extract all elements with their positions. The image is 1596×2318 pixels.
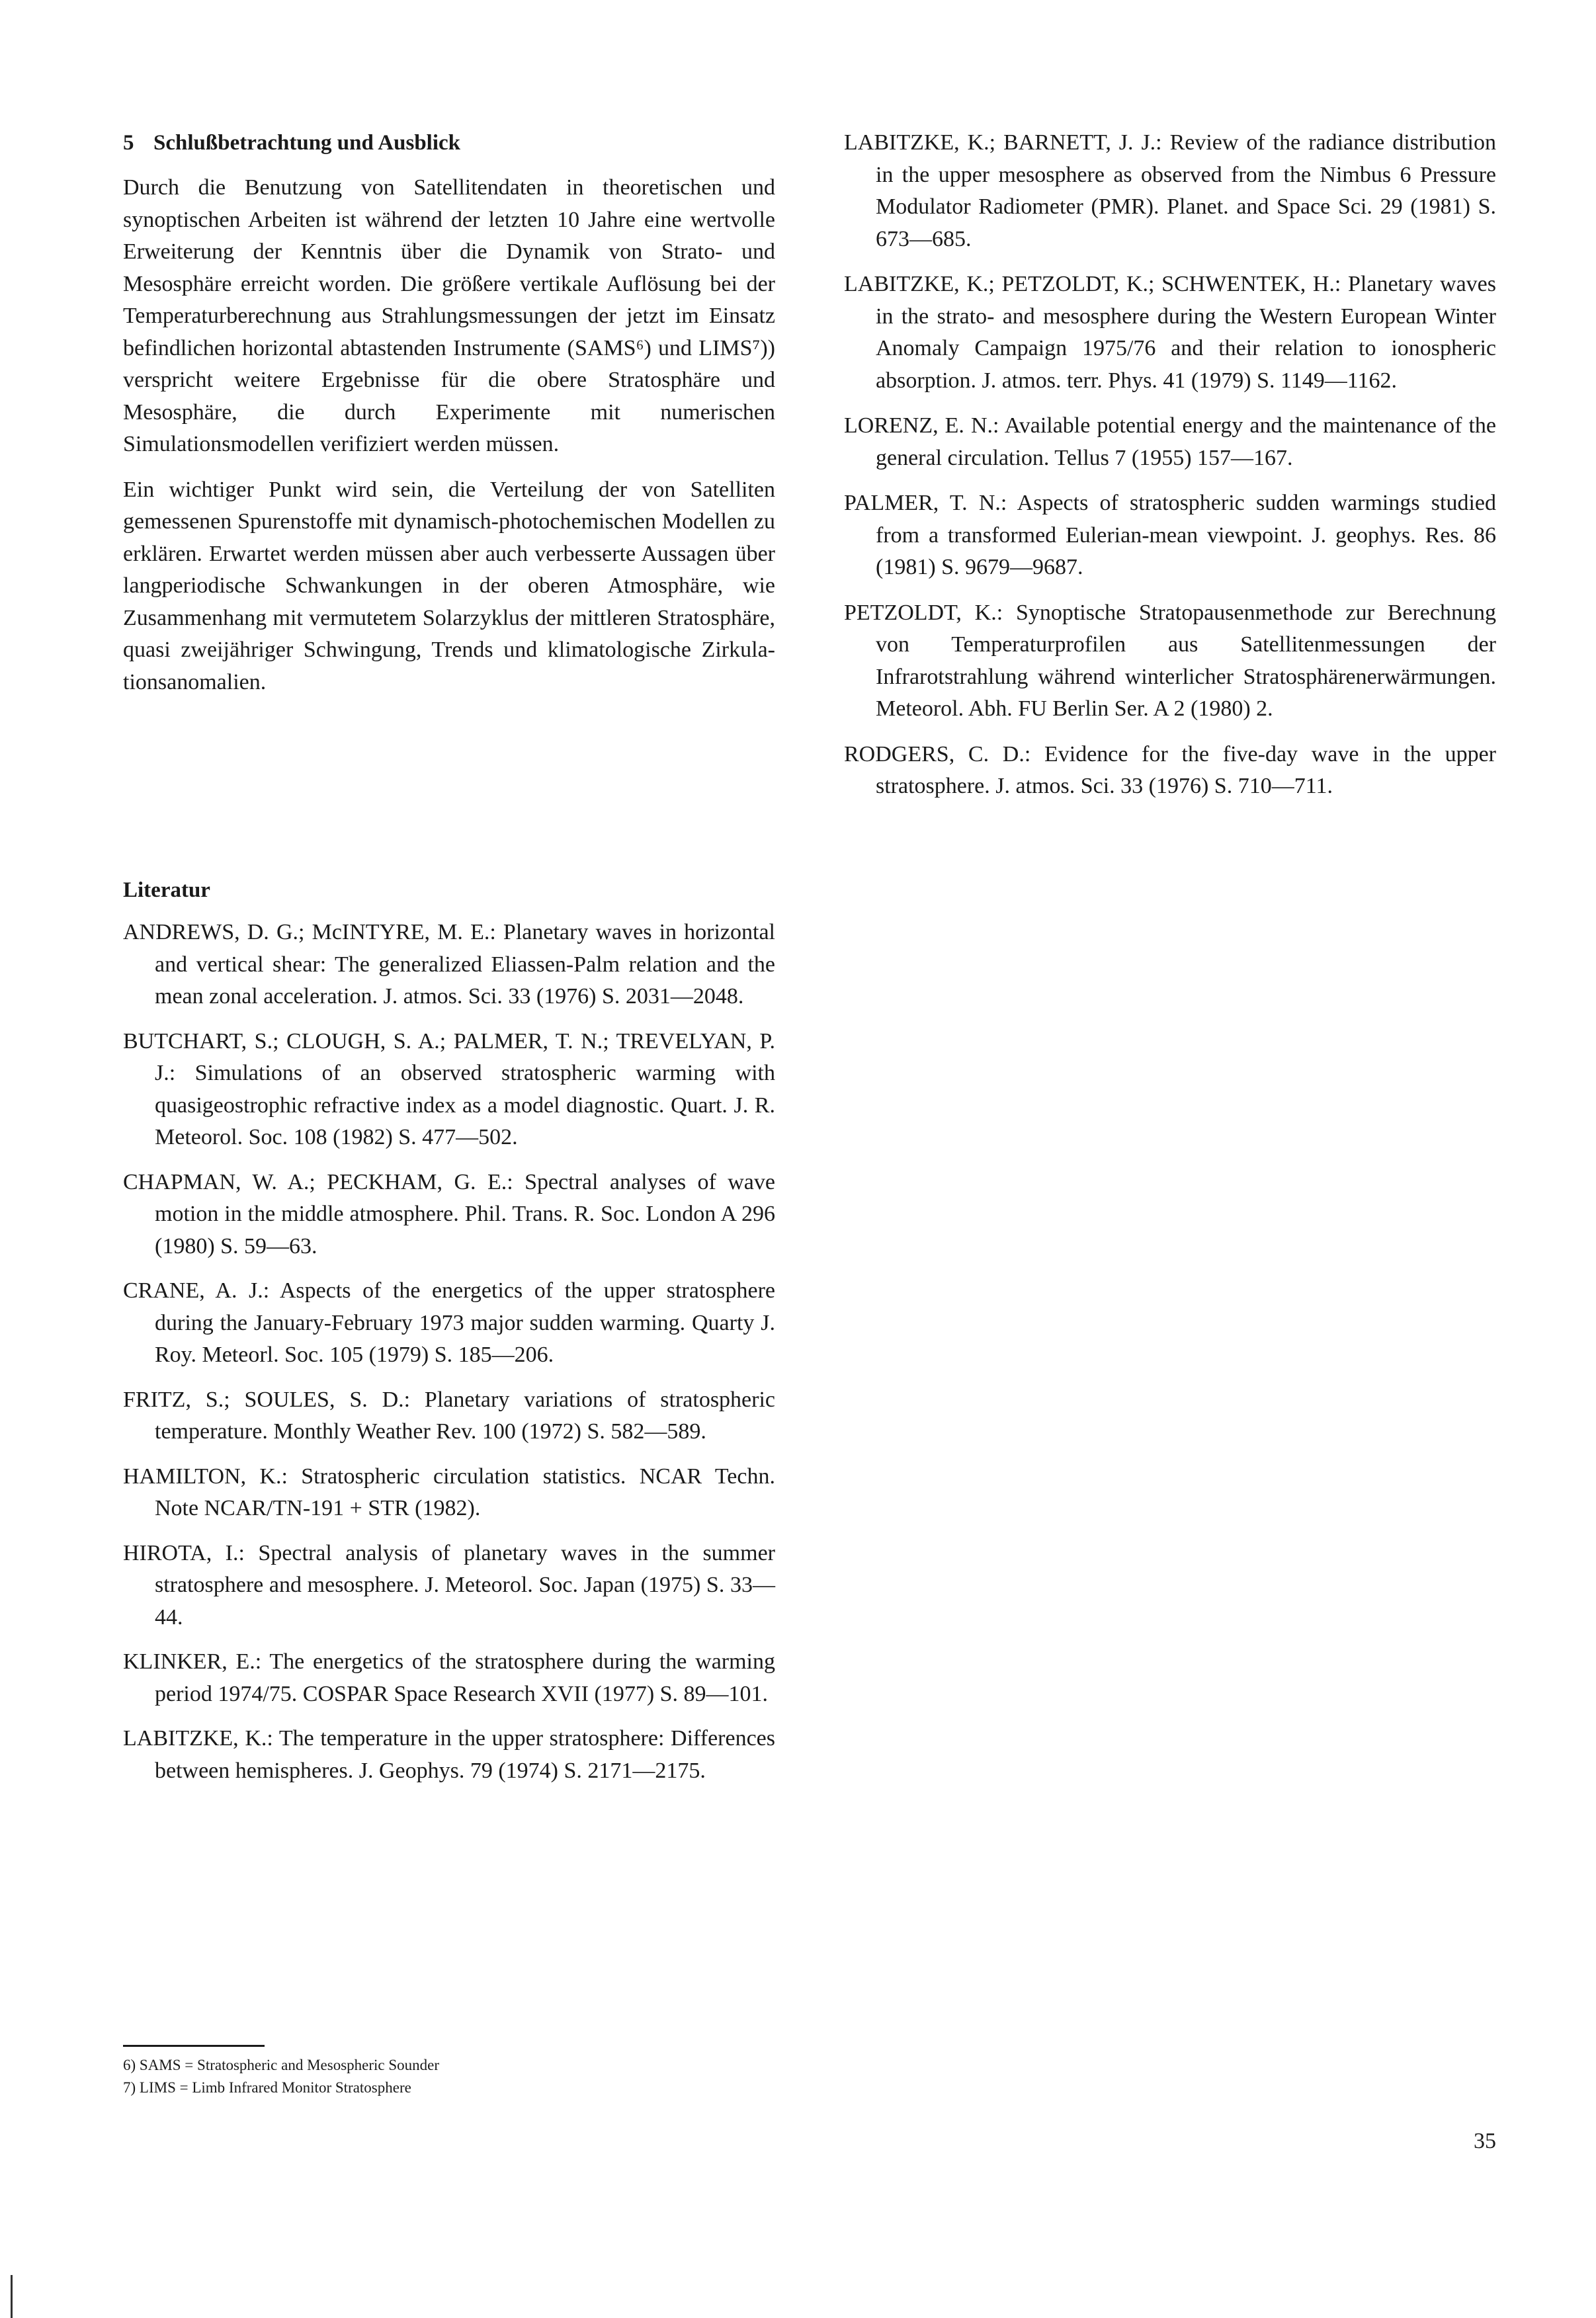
reference-entry: RODGERS, C. D.: Evidence for the five-day wave in the upper stratosphere. J. atmos. Sci. 33 (1976) S. 710—711. [844,741,1496,798]
left-column [123,127,775,712]
body-paragraph: Ein wichtiger Punkt wird sein, die Verteilung der von Satelliten gemessenen Spurenstoffe mit dynamisch-photochemischen Modellen zu erklären. Erwartet werden müssen aber auch verbesserte Aussagen über langperiodische Schwankungen in der oberen Atmosphäre, wie Zusammenhang mit vermutetem Solarzyklus der mittleren Stratosphäre, quasi zweijähriger Schwingung, Trends und klimatologische Zirkulationsanomalien. [123,477,775,694]
reference-entry: HIROTA, I.: Spectral analysis of planetary waves in the summer stratosphere and mesosphere. J. Meteorol. Soc. Japan (1975) S. 33—44. [123,1540,775,1630]
reference-entry: CRANE, A. J.: Aspects of the energetics of the upper stratosphere during the January-February 1973 major sudden warming. Quarty J. Roy. Meteorl. Soc. 105 (1979) S. 185—206. [123,1278,775,1367]
reference-entry: LABITZKE, K.; PETZOLDT, K.; SCHWENTEK, H.: Planetary waves in the strato- and mesosphere during the Western European Winter Anomaly Campaign 1975/76 and their relation to ionospheric absorption. J. atmos. terr. Phys. 41 (1979) S. 1149—1162. [844,272,1496,393]
reference-entry: BUTCHART, S.; CLOUGH, S. A.; PALMER, T. N.; TREVELYAN, P. J.: Simulations of an observed stratospheric warming with quasigeostrophic refractive index as a model diagnostic. Quart. J. R. Meteorol. Soc. 108 (1982) S. 477—502. [123,1028,775,1149]
footnote: 7) LIMS = Limb Infrared Monitor Stratosphere [123,2079,411,2096]
footnote: 6) SAMS = Stratospheric and Mesospheric Sounder [123,2057,440,2073]
reference-entry: FRITZ, S.; SOULES, S. D.: Planetary variations of stratospheric temperature. Monthly Weather Rev. 100 (1972) S. 582—589. [123,1387,775,1444]
reference-list-right [844,127,1496,816]
literature-heading: Literatur [123,878,210,902]
reference-entry: LORENZ, E. N.: Available potential energy and the maintenance of the general circulation. Tellus 7 (1955) 157—167. [844,413,1496,470]
reference-entry: PALMER, T. N.: Aspects of stratospheric sudden warmings studied from a transformed Eulerian-mean viewpoint. J. geophys. Res. 86 (1981) S. 9679—9687. [844,491,1496,579]
footnotes [123,2054,718,2099]
body-paragraph: Durch die Benutzung von Satellitendaten in theoretischen und synoptischen Arbeiten ist während der letzten 10 Jahre eine wertvolle Erweiterung der Kenntnis über die Dynamik von Strato- und Mesosphäre erreicht worden. Die größere vertikale Auflösung bei der Temperaturberechnung aus Strahlungsmessungen der jetzt im Einsatz befindlichen horizontal abtastenden Instrumente (SAMS⁶) und LIMS⁷)) verspricht weitere Ergebnisse für die obere Stratosphäre und Mesosphäre, die durch Experimente mit numerischen Simulationsmodellen verifiziert werden müssen. [123,175,775,456]
reference-entry: KLINKER, E.: The energetics of the stratosphere during the warming period 1974/75. COSPAR Space Research XVII (1977) S. 89—101. [123,1649,775,1706]
section-heading [123,127,775,159]
reference-entry: LABITZKE, K.: The temperature in the upper stratosphere: Differences between hemispheres. J. Geophys. 79 (1974) S. 2171—2175. [123,1726,775,1783]
page-number: 35 [1474,2129,1496,2153]
reference-entry: ANDREWS, D. G.; McINTYRE, M. E.: Planetary waves in horizontal and vertical shear: The generalized Eliassen-Palm relation and the mean zonal acceleration. J. atmos. Sci. 33 (1976) S. 2031—2048. [123,920,775,1009]
reference-list-left [123,917,775,1800]
reference-entry: PETZOLDT, K.: Synoptische Stratopausenmethode zur Berechnung von Temperaturprofilen aus Satellitenmessungen der Infrarotstrahlung während winterlicher Stratosphärenerwärmungen. Meteorol. Abh. FU Berlin Ser. A 2 (1980) 2. [844,600,1496,721]
section-title: Schlußbetrachtung und Ausblick [153,131,461,155]
scan-edge-mark [11,2275,13,2318]
section-number: 5 [123,131,134,155]
reference-entry: CHAPMAN, W. A.; PECKHAM, G. E.: Spectral analyses of wave motion in the middle atmosphere. Phil. Trans. R. Soc. London A 296 (1980) S. 59—63. [123,1169,775,1259]
footnote-divider [123,2045,265,2047]
reference-entry: HAMILTON, K.: Stratospheric circulation statistics. NCAR Techn. Note NCAR/TN-191 + STR (1982). [123,1464,775,1520]
reference-entry: LABITZKE, K.; BARNETT, J. J.: Review of the radiance distribution in the upper mesosphere as observed from the Nimbus 6 Pressure Modulator Radiometer (PMR). Planet. and Space Sci. 29 (1981) S. 673—685. [844,130,1496,251]
